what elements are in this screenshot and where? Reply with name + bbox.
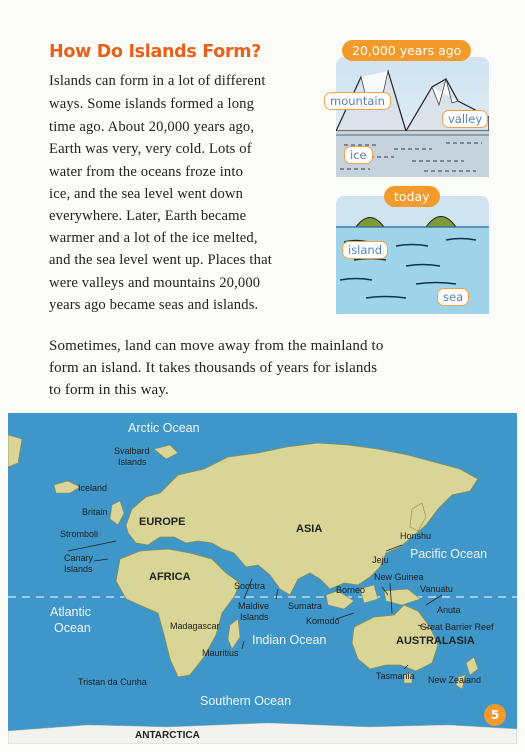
text-line: ways. Some islands formed a long [49,96,255,112]
text-line: ice, and the sea level went down [49,186,244,202]
text-line: and the sea level went up. Places that [49,252,272,268]
today-header-badge: today [384,186,440,207]
text-line: Islands can form in a lot of different [49,73,266,89]
text-line: form an island. It takes thousands of years for islands [49,360,378,376]
arctic-ocean-label: Arctic Ocean [128,421,200,435]
mauritius-label: Mauritius [202,648,239,658]
socotra-label: Socotra [234,581,266,591]
australasia-label: AUSTRALASIA [396,635,475,647]
text-line: warmer and a lot of the ice melted, [49,230,258,246]
britain-label: Britain [82,507,108,517]
text-line: to form in this way. [49,382,169,398]
text-line: years ago became seas and islands. [49,297,259,313]
text-line: were valleys and mountains 20,000 [49,275,261,291]
africa-label: AFRICA [149,571,191,583]
sea-label: sea [437,288,469,306]
ice-label: ice [344,146,373,164]
page-title: How Do Islands Form? [49,42,262,62]
anuta-label: Anuta [437,605,461,615]
island-label: island [342,241,388,259]
asia-label: ASIA [296,523,323,535]
new-guinea-label: New Guinea [374,572,424,582]
svalbard-label-line2: Islands [118,457,147,467]
borneo-label: Borneo [336,585,366,595]
southern-ocean-label: Southern Ocean [200,694,292,708]
europe-label: EUROPE [139,516,186,528]
atlantic-ocean-label-line1: Atlantic [50,605,91,619]
text-line: Sometimes, land can move away from the mainland to [49,338,384,354]
atlantic-ocean-label-line2: Ocean [54,621,91,635]
vanuatu-label: Vanuatu [420,584,453,594]
tasmania-label: Tasmania [376,671,415,681]
valley-label: valley [442,110,488,128]
world-map [8,413,517,744]
honshu-label: Honshu [400,531,432,541]
komodo-label: Komodo [306,616,340,626]
iceland-label: Iceland [78,483,108,493]
madagascar-label: Madagascar [170,621,220,631]
svalbard-label-line1: Svalbard [114,446,150,456]
new-zealand-label: New Zealand [428,675,482,685]
mountain-label: mountain [324,92,391,110]
maldive-label-line2: Islands [240,612,269,622]
jeju-label: Jeju [372,555,389,565]
text-line: water from the oceans froze into [49,164,244,180]
text-line: time ago. About 20,000 years ago, [49,119,255,135]
sumatra-label: Sumatra [288,601,323,611]
indian-ocean-label: Indian Ocean [252,633,327,647]
text-line: everywhere. Later, Earth became [49,208,247,224]
maldive-label-line1: Maldive [238,601,270,611]
pacific-ocean-label: Pacific Ocean [410,547,488,561]
past-header-badge: 20,000 years ago [342,40,471,61]
stromboli-label: Stromboli [60,529,99,539]
canary-label-line1: Canary [64,553,94,563]
page-number-badge: 5 [484,704,506,726]
text-line: Earth was very, very cold. Lots of [49,141,252,157]
tristan-da-cunha-label: Tristan da Cunha [78,677,147,687]
great-barrier-reef-label: Great Barrier Reef [420,622,494,632]
antarctica-label: ANTARCTICA [135,730,200,741]
canary-label-line2: Islands [64,564,93,574]
